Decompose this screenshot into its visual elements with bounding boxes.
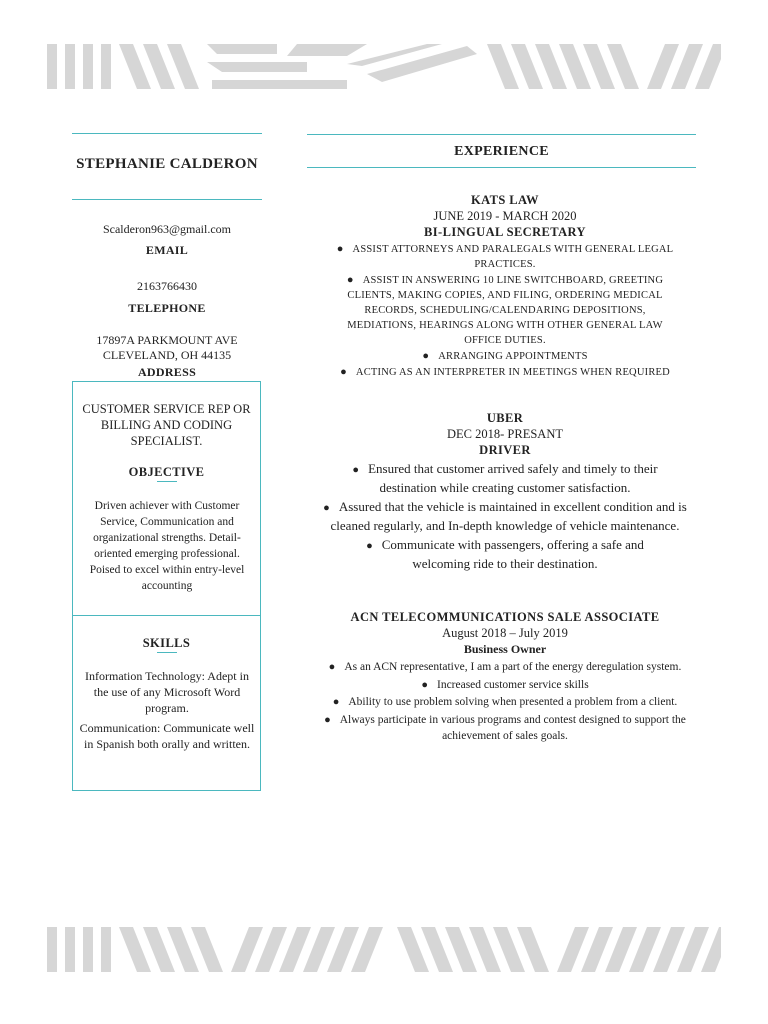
job-acn <box>320 609 690 746</box>
experience-top-rule <box>307 134 696 135</box>
job-role: Business Owner <box>463 642 547 656</box>
job-bullet: ● ASSIST ATTORNEYS AND PARALEGALS WITH GENERAL LEGAL PRACTICES. <box>336 243 674 270</box>
bullet-icon: ● <box>340 366 347 378</box>
job-bullet-list <box>320 242 690 380</box>
bullet-icon: ● <box>421 678 428 691</box>
objective-heading: OBJECTIVE <box>128 465 205 479</box>
skills-heading: SKILLS <box>142 636 191 650</box>
bullet-icon: ● <box>323 502 330 514</box>
job-role: DRIVER <box>479 443 531 457</box>
job-dates: August 2018 – July 2019 <box>442 626 568 640</box>
job-bullet: ● ARRANGING APPOINTMENTS <box>422 350 588 362</box>
bullet-icon: ● <box>332 696 340 708</box>
job-bullet: ● ACTING AS AN INTERPRETER IN MEETINGS WHEN REQUIRED <box>340 366 670 378</box>
email-label: EMAIL <box>145 243 189 257</box>
bullet-icon: ● <box>366 540 373 552</box>
skills-underline <box>157 652 177 653</box>
job-kats-law <box>320 192 690 381</box>
bullet-icon: ● <box>336 243 344 255</box>
job-bullet: ● Communicate with passengers, offering a safe and welcoming ride to their destination. <box>366 537 644 571</box>
job-dates: JUNE 2019 - MARCH 2020 <box>433 209 577 223</box>
address-line-1: 17897A PARKMOUNT AVE <box>96 333 238 347</box>
job-bullet: ● ASSIST IN ANSWERING 10 LINE SWITCHBOARD, GREETING CLIENTS, MAKING COPIES, AND FILING, ORDERING MEDICAL RECORDS, SCHEDULING/CALENDARING DEPOSITIONS, MEDIATIONS, HEARINGS ALONG WITH OTHER GENERAL LAW OFFICE DUTIES. <box>346 274 664 346</box>
job-bullet: ● Always participate in various programs and contest designed to support the achievement of sales goals. <box>324 713 686 742</box>
address-line-2: CLEVELAND, OH 44135 <box>102 348 232 362</box>
address-label: ADDRESS <box>137 365 197 379</box>
job-uber <box>320 410 690 574</box>
skill-item-it: Information Technology: Adept in the use of any Microsoft Word program. <box>85 669 249 715</box>
job-role: BI-LINGUAL SECRETARY <box>424 225 586 239</box>
email-value[interactable]: Scalderon963@gmail.com <box>102 222 232 236</box>
name-bottom-rule <box>72 199 262 200</box>
objective-text: Driven achiever with Customer Service, Communication and organizational strengths. Detail-oriented emerging professional. Poised to excel within entry-level accounting <box>89 500 245 592</box>
job-dates: DEC 2018- PRESANT <box>447 427 563 441</box>
phone-value: 2163766430 <box>137 279 197 293</box>
job-bullet: ● As an ACN representative, I am a part of the energy deregulation system. <box>328 661 682 673</box>
bullet-icon: ● <box>324 713 331 726</box>
name-top-rule <box>72 133 262 134</box>
skill-item-communication: Communication: Communicate well in Spanish both orally and written. <box>79 721 255 751</box>
candidate-name: STEPHANIE CALDERON <box>76 156 258 172</box>
job-bullet: ● Ensured that customer arrived safely and timely to their destination while creating customer satisfaction. <box>352 461 658 495</box>
bullet-icon: ● <box>422 350 430 362</box>
job-bullet: ● Increased customer service skills <box>421 678 589 691</box>
job-bullet: ● Assured that the vehicle is maintained in excellent condition and is cleaned regularly, and In-depth knowledge of vehicle maintenance. <box>323 499 687 533</box>
bullet-icon: ● <box>328 661 336 673</box>
experience-bottom-rule <box>307 167 696 168</box>
job-bullet-list <box>320 460 690 573</box>
bullet-icon: ● <box>352 464 360 476</box>
phone-label: TELEPHONE <box>128 301 206 315</box>
bullet-icon: ● <box>346 274 354 286</box>
job-bullet: ● Ability to use problem solving when presented a problem from a client. <box>332 696 678 708</box>
footer-stripe-band <box>47 927 721 972</box>
job-company: UBER <box>486 411 524 425</box>
job-company: KATS LAW <box>471 193 539 207</box>
job-bullet-list <box>320 659 690 745</box>
header-stripe-band <box>47 44 721 89</box>
objective-underline <box>157 481 177 482</box>
experience-heading: EXPERIENCE <box>454 144 549 159</box>
target-role: CUSTOMER SERVICE REP OR BILLING AND CODING SPECIALIST. <box>82 402 251 448</box>
job-company: ACN TELECOMMUNICATIONS SALE ASSOCIATE <box>350 610 660 624</box>
